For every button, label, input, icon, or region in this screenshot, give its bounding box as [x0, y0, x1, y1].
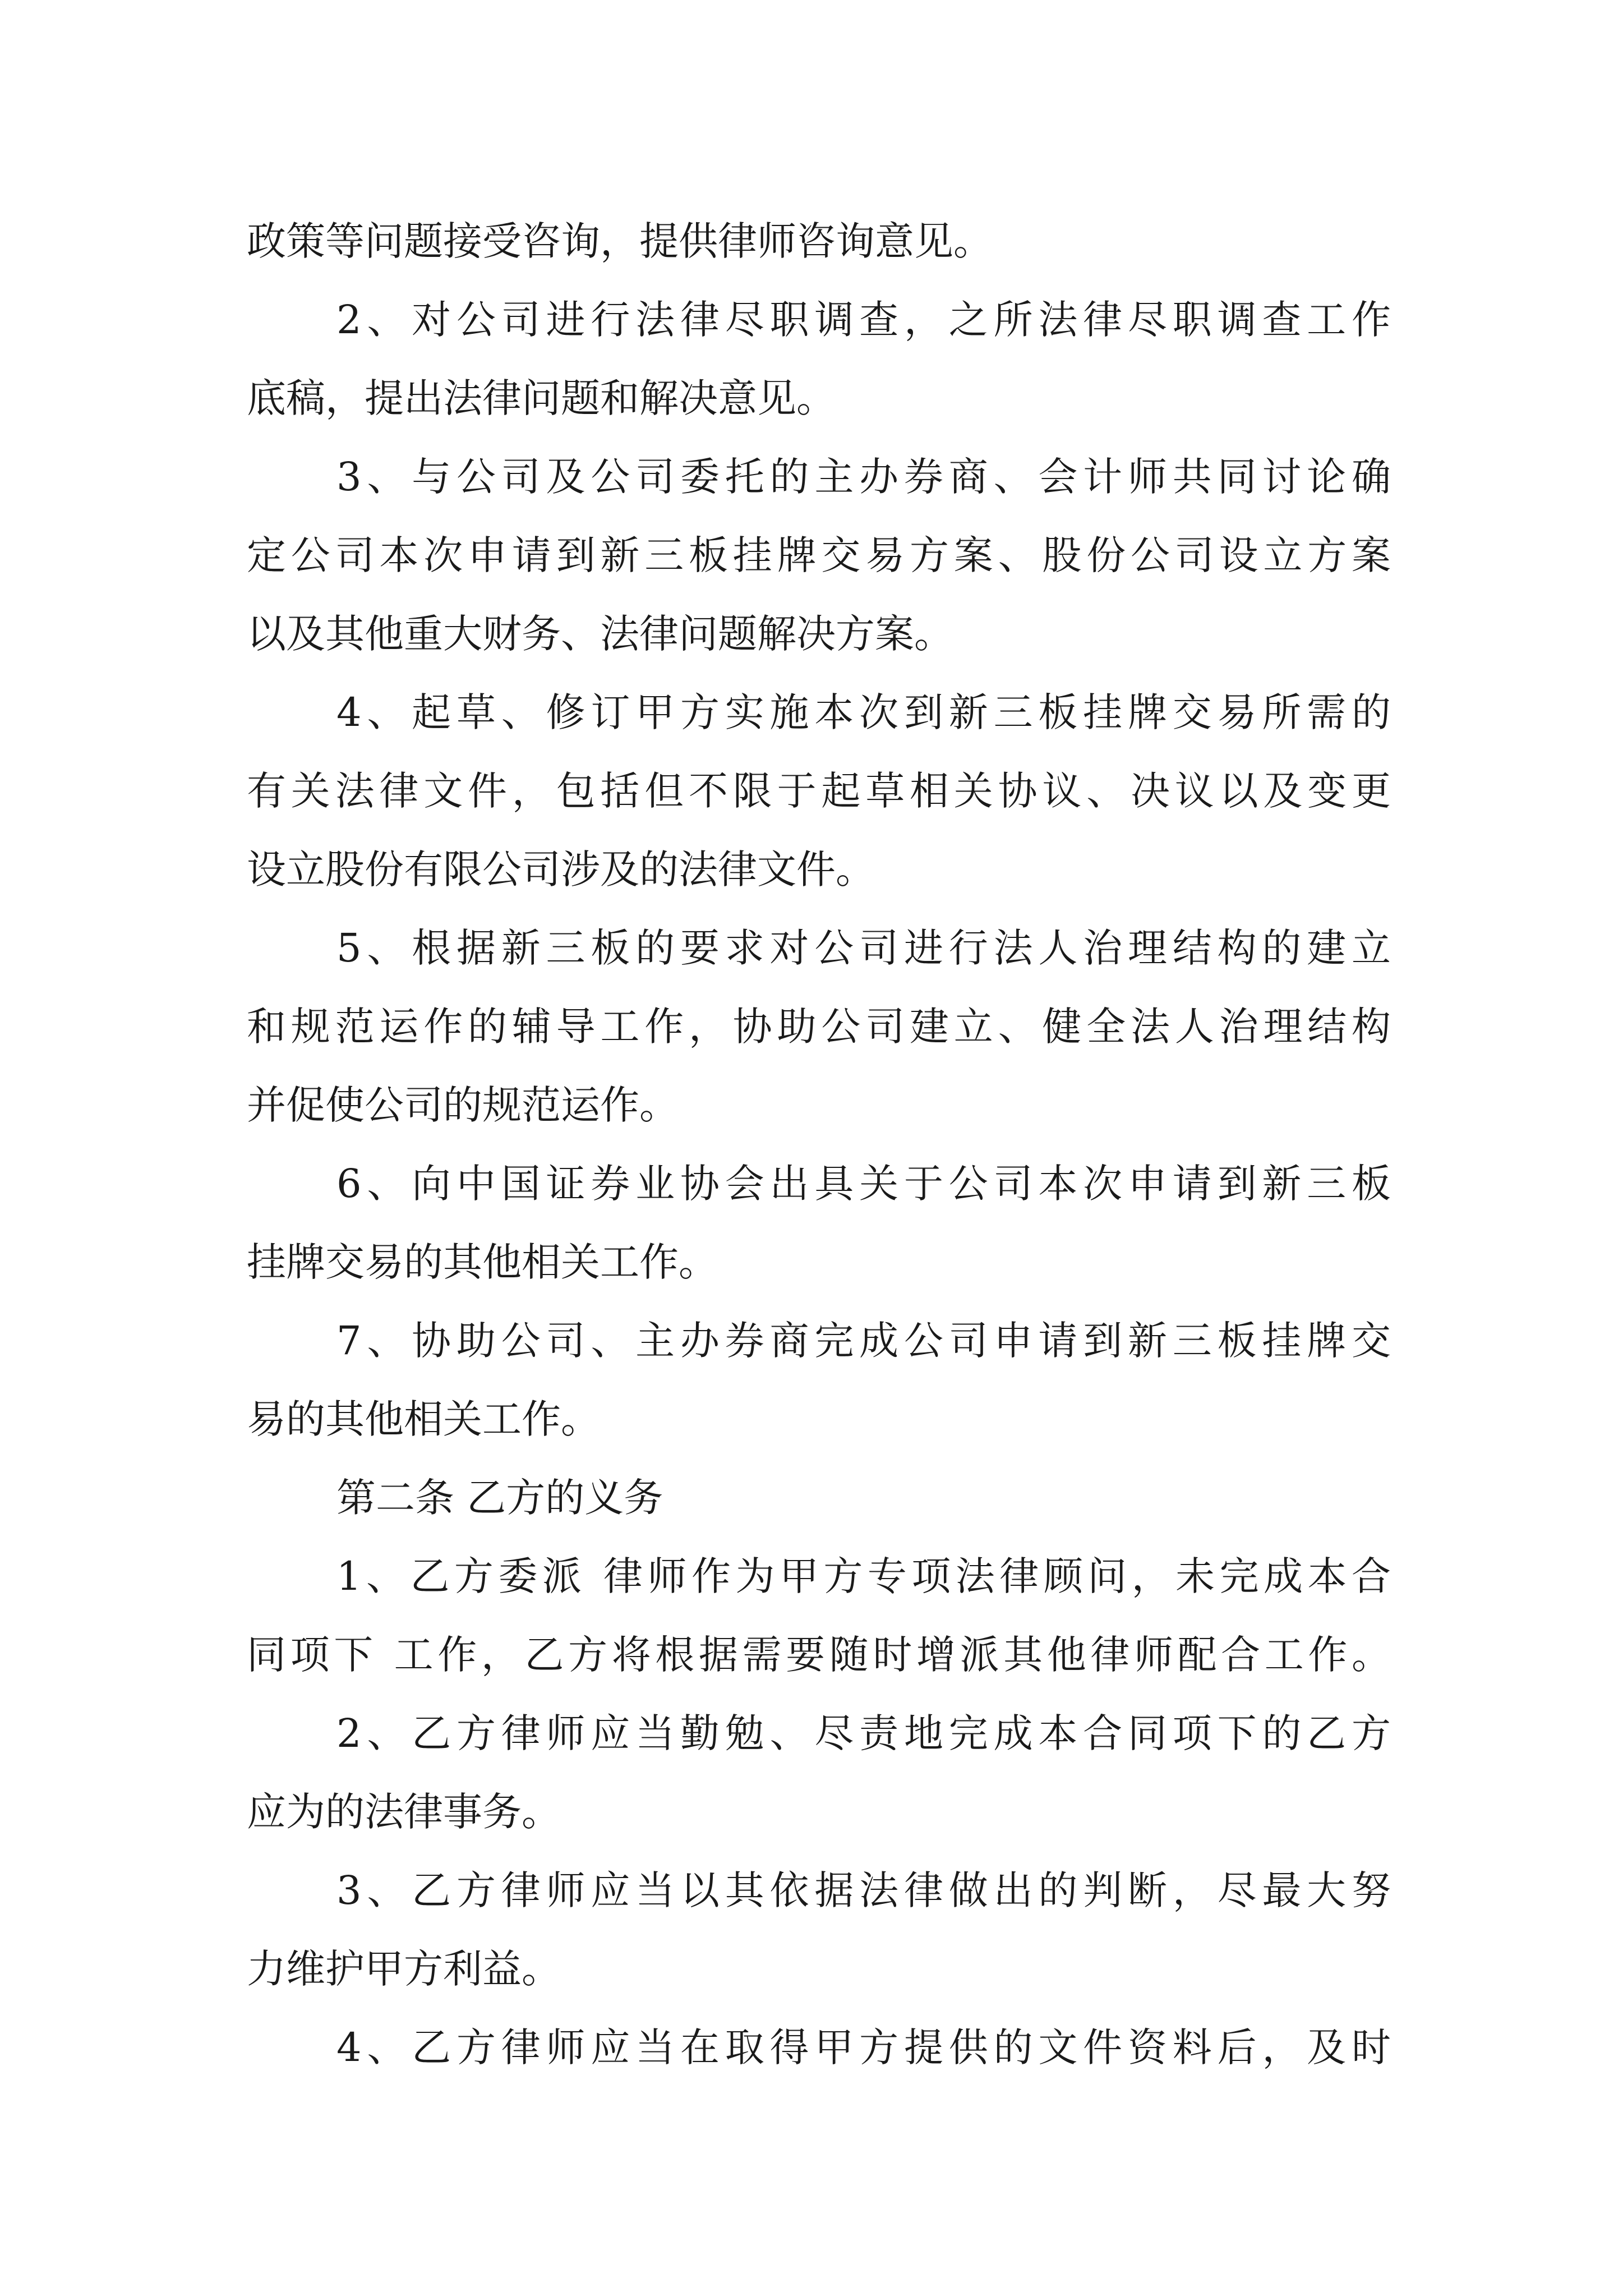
text-line: 3、与公司及公司委托的主办券商、会计师共同讨论确 [336, 454, 1391, 500]
text-line: 并促使公司的规范运作。 [247, 1082, 679, 1128]
text-line: 3、乙方律师应当以其依据法律做出的判断，尽最大努 [336, 1867, 1391, 1913]
text-line: 力维护甲方利益。 [247, 1946, 561, 1992]
text-line: 设立股份有限公司涉及的法律文件。 [247, 846, 875, 892]
text-line: 4、起草、修订甲方实施本次到新三板挂牌交易所需的 [336, 689, 1391, 735]
text-line: 挂牌交易的其他相关工作。 [247, 1239, 718, 1285]
text-line: 政策等问题接受咨询，提供律师咨询意见。 [247, 218, 993, 264]
text-line: 有关法律文件，包括但不限于起草相关协议、决议以及变更 [247, 768, 1391, 814]
text-line: 应为的法律事务。 [247, 1789, 561, 1835]
text-line: 7、协助公司、主办券商完成公司申请到新三板挂牌交 [336, 1318, 1391, 1364]
text-line: 定公司本次申请到新三板挂牌交易方案、股份公司设立方案 [247, 532, 1391, 578]
text-line: 2、乙方律师应当勤勉、尽责地完成本合同项下的乙方 [336, 1710, 1391, 1756]
text-line: 底稿，提出法律问题和解决意见。 [247, 375, 836, 421]
text-line: 5、根据新三板的要求对公司进行法人治理结构的建立 [336, 925, 1391, 971]
text-line: 1、乙方委派 律师作为甲方专项法律顾问，未完成本合 [336, 1553, 1391, 1599]
text-line: 和规范运作的辅导工作，协助公司建立、健全法人治理结构 [247, 1004, 1391, 1050]
text-line: 6、向中国证券业协会出具关于公司本次申请到新三板 [336, 1161, 1391, 1207]
text-line: 4、乙方律师应当在取得甲方提供的文件资料后，及时 [336, 2024, 1391, 2070]
text-line: 2、对公司进行法律尽职调查，之所法律尽职调查工作 [336, 297, 1391, 343]
text-line: 同项下 工作，乙方将根据需要随时增派其他律师配合工作。 [247, 1632, 1391, 1678]
section-heading: 第二条 乙方的义务 [336, 1475, 663, 1521]
text-line: 以及其他重大财务、法律问题解决方案。 [247, 611, 953, 657]
text-line: 易的其他相关工作。 [247, 1396, 600, 1442]
